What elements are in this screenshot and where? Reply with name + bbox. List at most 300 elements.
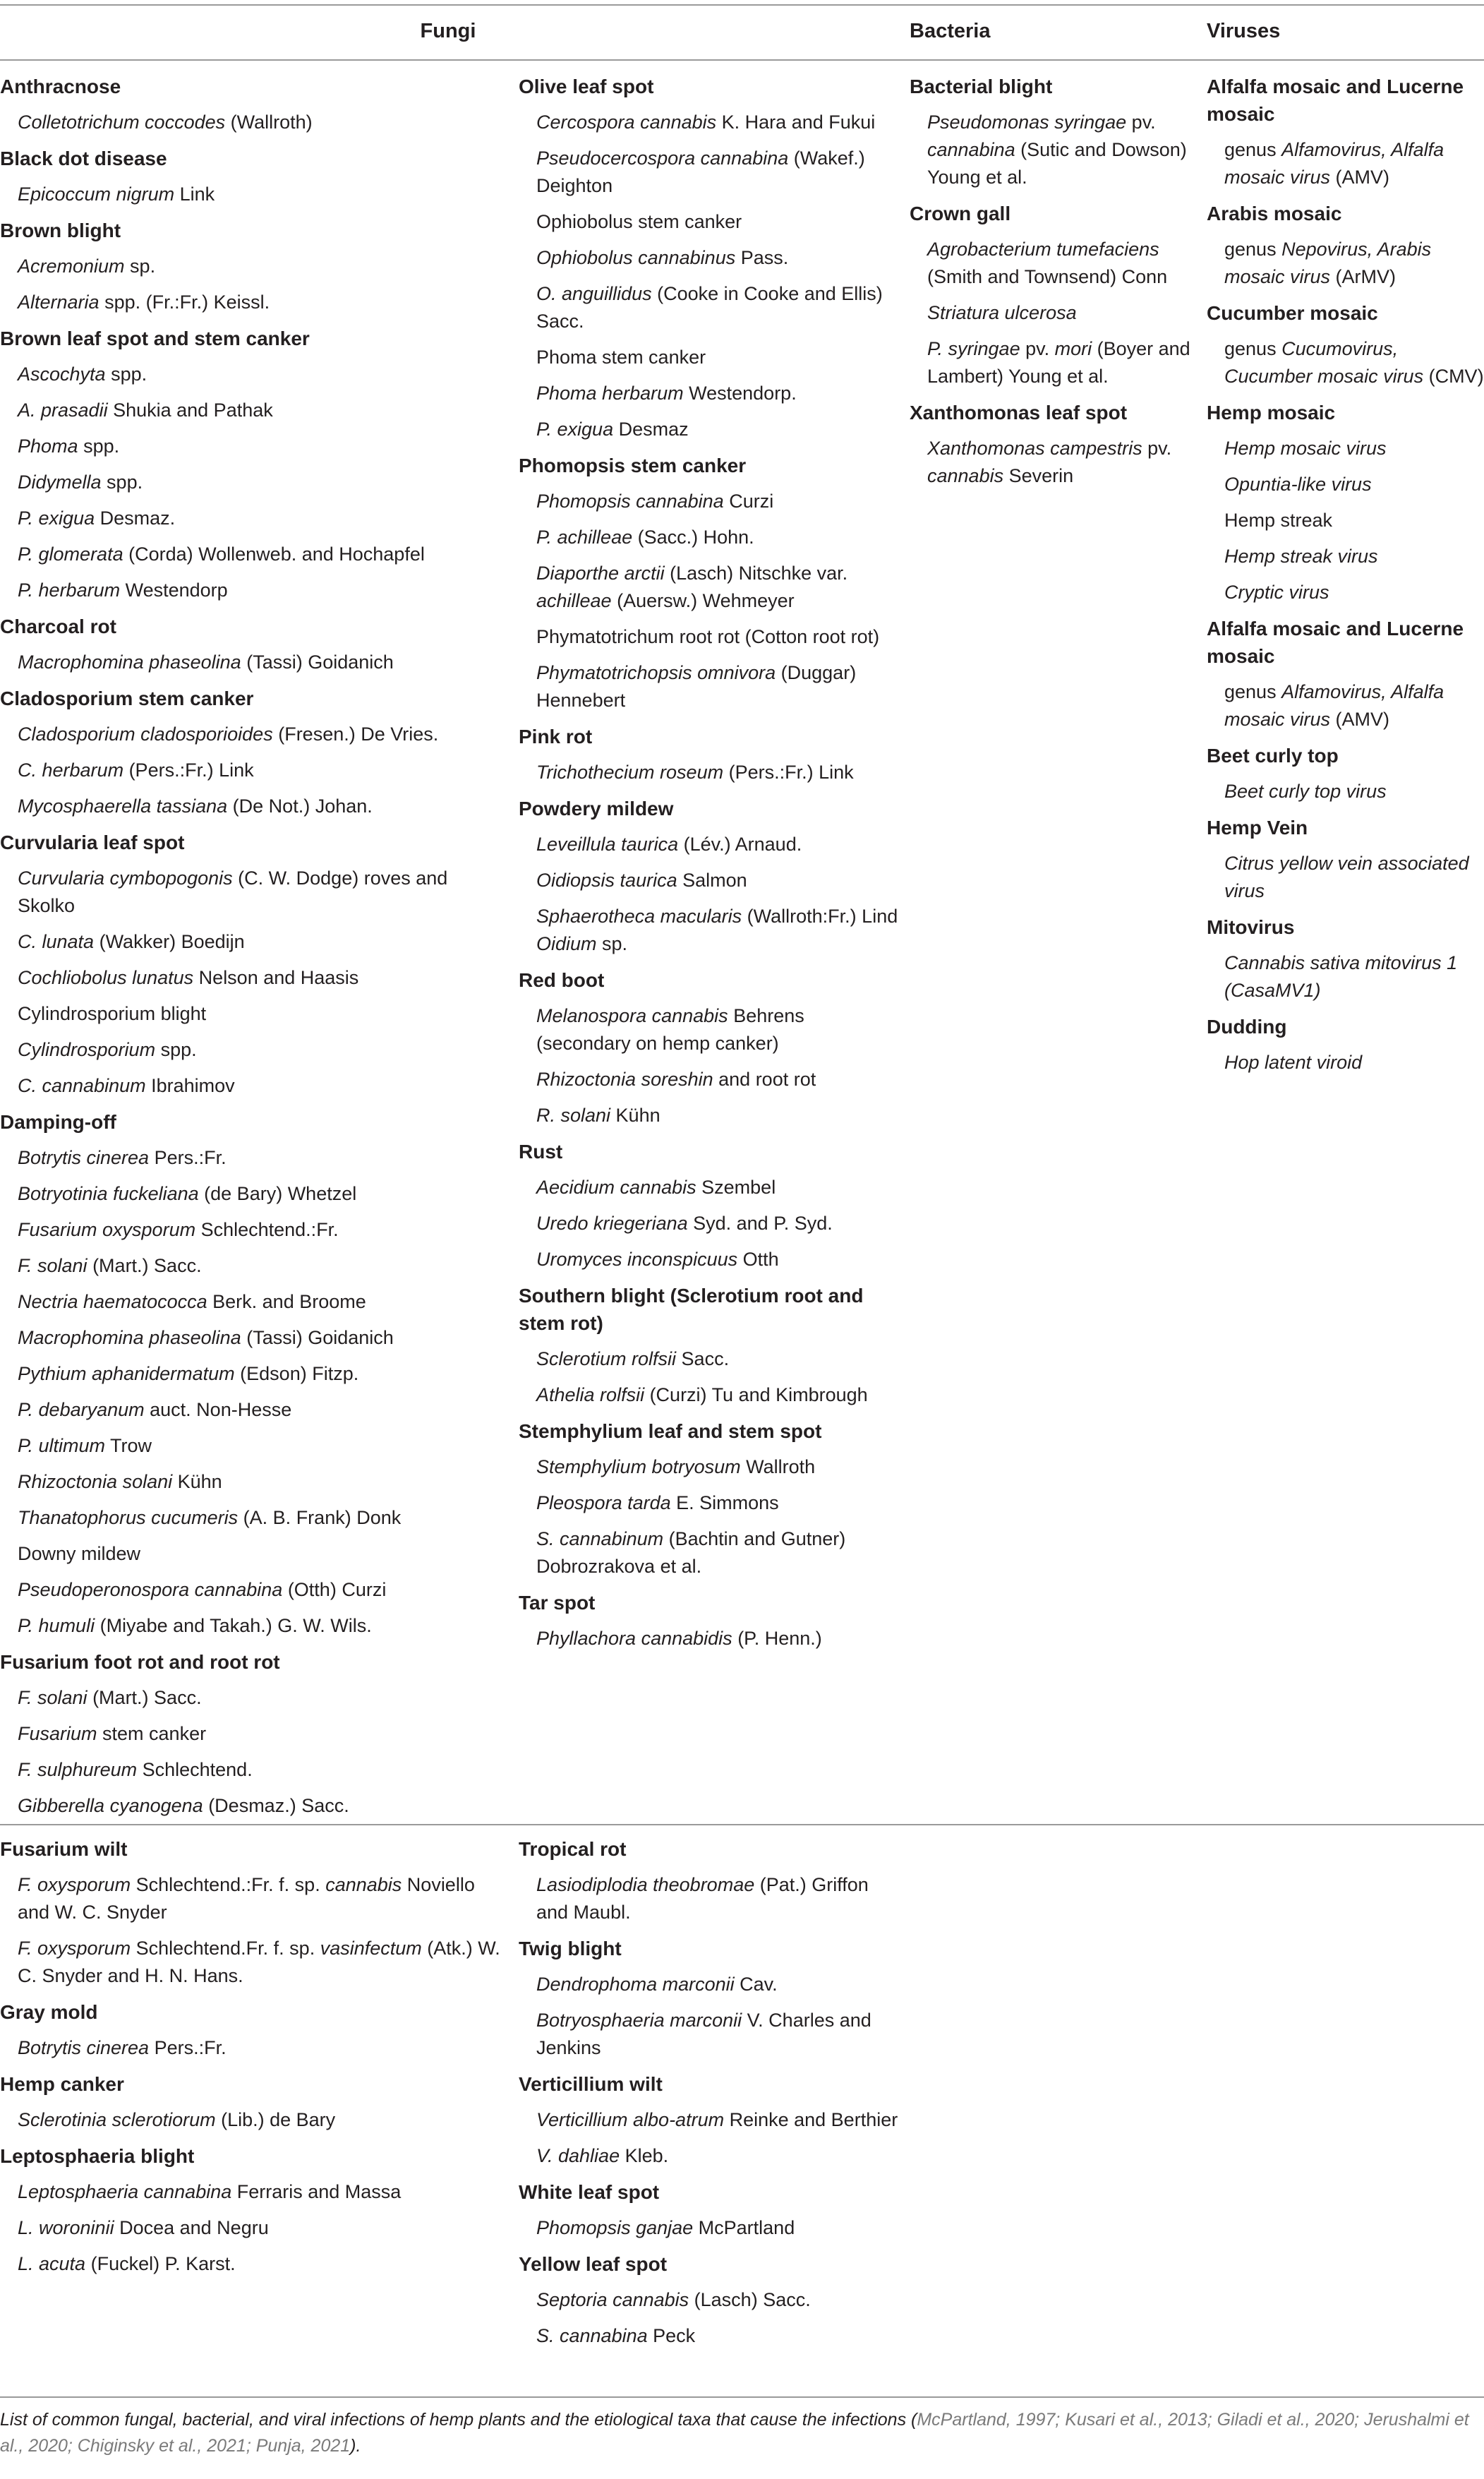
taxon-authority: Kühn bbox=[610, 1105, 660, 1126]
taxon-name: Pythium aphanidermatum bbox=[18, 1363, 235, 1384]
taxon-authority: genus bbox=[1224, 338, 1282, 359]
taxon-authority: (Pat.) Griffon and Maubl. bbox=[536, 1874, 869, 1923]
taxon-authority: spp. bbox=[155, 1039, 197, 1060]
taxon-authority: Berk. and Broome bbox=[207, 1291, 366, 1312]
taxon-name: P. exigua bbox=[536, 419, 614, 440]
pathogen-entry bbox=[536, 524, 903, 551]
taxon-authority: (Pers.:Fr.) Link bbox=[123, 760, 254, 781]
taxon-authority: pv. bbox=[1142, 438, 1172, 459]
pathogen-entry bbox=[536, 759, 903, 786]
taxon-authority: (Fresen.) De Vries. bbox=[272, 724, 439, 745]
taxon-authority: Westendorp bbox=[120, 580, 228, 601]
taxon-name: R. solani bbox=[536, 1105, 611, 1126]
taxon-name: P. achilleae bbox=[536, 527, 633, 548]
taxon-name: C. lunata bbox=[18, 931, 95, 952]
pathogen-entry bbox=[18, 721, 505, 748]
disease-name: Southern blight (Sclerotium root and stem rot) bbox=[519, 1285, 864, 1334]
taxon-authority: Severin bbox=[1003, 465, 1074, 486]
taxon-name: Alfamovirus, Alfalfa mosaic virus bbox=[1224, 139, 1444, 188]
pathogen-entry bbox=[536, 280, 903, 335]
disease-name: Brown blight bbox=[0, 220, 121, 241]
taxon-name: Pleospora tarda bbox=[536, 1492, 671, 1513]
disease-name: Leptosphaeria blight bbox=[0, 2145, 195, 2167]
taxon-name: Leptosphaeria cannabina bbox=[18, 2181, 232, 2202]
disease-name: Cladosporium stem canker bbox=[0, 688, 254, 709]
pathogen-entry bbox=[18, 928, 505, 956]
pathogen-entry bbox=[18, 757, 505, 784]
disease-name: Mitovirus bbox=[1207, 916, 1295, 938]
pathogen-entry bbox=[536, 488, 903, 515]
taxon-authority: (Miyabe and Takah.) G. W. Wils. bbox=[95, 1615, 372, 1636]
taxon-authority: Sacc. bbox=[676, 1348, 730, 1369]
pathogen-entry bbox=[18, 1036, 505, 1064]
pathogen-entry bbox=[18, 1360, 505, 1388]
taxon-authority: Noviello and W. C. Snyder bbox=[18, 1874, 475, 1923]
taxon-authority: (Bachtin and Gutner) Dobrozrakova et al. bbox=[536, 1528, 846, 1577]
taxon-name: Phymatotrichopsis omnivora bbox=[536, 662, 776, 683]
taxon-authority: (De Not.) Johan. bbox=[227, 796, 373, 817]
disease-name: Fusarium wilt bbox=[0, 1838, 128, 1860]
pathogen-entry bbox=[536, 1066, 903, 1093]
disease-name: Damping-off bbox=[0, 1111, 116, 1133]
taxon-authority: auct. Non-Hesse bbox=[144, 1399, 292, 1420]
pathogen-entry bbox=[536, 109, 903, 136]
taxon-authority: (A. B. Frank) Donk bbox=[238, 1507, 402, 1528]
taxon-name: Leveillula taurica bbox=[536, 834, 679, 855]
taxon-authority: (Lib.) de Bary bbox=[215, 2109, 336, 2130]
taxon-name: Uromyces inconspicuus bbox=[536, 1249, 738, 1270]
pathogen-entry bbox=[927, 435, 1195, 490]
taxon-name: Sphaerotheca macularis bbox=[536, 906, 742, 927]
taxon-authority: (Duggar) Hennebert bbox=[536, 662, 857, 711]
taxon-authority: genus bbox=[1224, 239, 1282, 260]
table-bottom-rule bbox=[0, 2396, 1484, 2398]
disease-name: Stemphylium leaf and stem spot bbox=[519, 1420, 822, 1442]
taxon-name: Alfamovirus, Alfalfa mosaic virus bbox=[1224, 681, 1444, 730]
taxon-authority: (Otth) Curzi bbox=[282, 1579, 387, 1600]
pathogen-entry bbox=[536, 1102, 903, 1129]
taxon-authority: pv. bbox=[1126, 112, 1156, 133]
fungi-column-2 bbox=[519, 73, 903, 1661]
taxon-name: Uredo kriegeriana bbox=[536, 1213, 688, 1234]
pathogen-entry bbox=[1224, 471, 1484, 498]
header-rule bbox=[0, 59, 1484, 61]
disease-name: Rust bbox=[519, 1141, 563, 1163]
disease-name: Charcoal rot bbox=[0, 616, 116, 637]
taxon-authority: K. Hara and Fukui bbox=[716, 112, 876, 133]
pathogen-entry bbox=[18, 253, 505, 280]
header-bacteria: Bacteria bbox=[910, 20, 991, 42]
fungi-column-1 bbox=[0, 73, 505, 1828]
taxon-name: Phoma bbox=[18, 436, 78, 457]
pathogen-entry bbox=[18, 1684, 505, 1712]
taxon-name: Verticillium albo-atrum bbox=[536, 2109, 725, 2130]
pathogen-entry bbox=[1224, 579, 1484, 606]
pathogen-entry bbox=[536, 1246, 903, 1273]
taxon-authority: (Pers.:Fr.) Link bbox=[723, 762, 854, 783]
pathogen-entry bbox=[1224, 949, 1484, 1004]
taxon-authority: (AMV) bbox=[1330, 709, 1390, 730]
pathogen-entry bbox=[536, 659, 903, 714]
pathogen-entry bbox=[1224, 1049, 1484, 1076]
pathogen-entry bbox=[536, 560, 903, 615]
disease-name: Tar spot bbox=[519, 1592, 596, 1614]
taxon-name: Macrophomina phaseolina bbox=[18, 1327, 241, 1348]
pathogen-entry bbox=[536, 1871, 903, 1926]
taxon-name: Nectria haematococca bbox=[18, 1291, 207, 1312]
pathogen-entry bbox=[18, 793, 505, 820]
disease-name: Twig blight bbox=[519, 1938, 622, 1959]
pathogen-entry bbox=[1224, 507, 1484, 534]
taxon-authority: Wallroth bbox=[740, 1456, 816, 1477]
taxon-name: Pseudocercospora cannabina bbox=[536, 148, 789, 169]
taxon-authority: Phoma stem canker bbox=[536, 347, 706, 368]
pathogen-entry bbox=[536, 380, 903, 407]
taxon-authority: Behrens (secondary on hemp canker) bbox=[536, 1005, 804, 1054]
taxon-name: P. humuli bbox=[18, 1615, 95, 1636]
pathogen-entry bbox=[18, 1144, 505, 1172]
disease-name: Crown gall bbox=[910, 203, 1011, 224]
taxon-authority: (AMV) bbox=[1330, 167, 1390, 188]
taxon-authority: (Cooke in Cooke and Ellis) Sacc. bbox=[536, 283, 883, 332]
taxon-name: Alternaria bbox=[18, 292, 99, 313]
pathogen-entry bbox=[536, 867, 903, 894]
taxon-authority: (Lasch) Nitschke var. bbox=[664, 563, 848, 584]
pathogen-entry bbox=[18, 469, 505, 496]
taxon-authority: Shukia and Pathak bbox=[107, 400, 273, 421]
disease-name: Olive leaf spot bbox=[519, 76, 654, 97]
taxon-name: Agrobacterium tumefaciens bbox=[927, 239, 1159, 260]
taxon-name: Trichothecium roseum bbox=[536, 762, 724, 783]
taxon-authority: Pers.:Fr. bbox=[149, 2037, 227, 2058]
taxon-name: Cladosporium cladosporioides bbox=[18, 724, 273, 745]
pathogen-entry bbox=[927, 109, 1195, 191]
fungi-lower-column-1 bbox=[0, 1835, 505, 2286]
taxon-name: Beet curly top virus bbox=[1224, 781, 1387, 802]
taxon-authority: (ArMV) bbox=[1330, 266, 1396, 287]
taxon-authority: (Lév.) Arnaud. bbox=[678, 834, 802, 855]
pathogen-entry bbox=[18, 1000, 505, 1028]
taxon-name: Cercospora cannabis bbox=[536, 112, 717, 133]
pathogen-entry bbox=[1224, 136, 1484, 191]
viruses-column bbox=[1207, 73, 1484, 1085]
taxon-name: Striatura ulcerosa bbox=[927, 302, 1077, 323]
pathogen-entry bbox=[18, 1720, 505, 1748]
taxon-name: Opuntia-like virus bbox=[1224, 474, 1372, 495]
pathogen-entry bbox=[536, 2322, 903, 2350]
pathogen-entry bbox=[18, 1432, 505, 1460]
taxon-name: cannabina bbox=[927, 139, 1015, 160]
taxon-authority: (Mart.) Sacc. bbox=[87, 1687, 202, 1708]
taxon-name: cannabis bbox=[325, 1874, 402, 1895]
table-top-rule bbox=[0, 4, 1484, 6]
taxon-name: Pseudomonas syringae bbox=[927, 112, 1127, 133]
taxon-authority: Schlechtend. bbox=[137, 1759, 253, 1780]
pathogen-entry bbox=[927, 236, 1195, 291]
pathogen-entry bbox=[18, 2214, 505, 2242]
taxon-name: A. prasadii bbox=[18, 400, 108, 421]
disease-name: Fusarium foot rot and root rot bbox=[0, 1651, 280, 1673]
pathogen-entry bbox=[536, 831, 903, 858]
disease-name: Arabis mosaic bbox=[1207, 203, 1342, 224]
pathogen-entry bbox=[18, 1180, 505, 1208]
disease-name: Hemp Vein bbox=[1207, 817, 1308, 839]
taxon-authority: Kühn bbox=[172, 1471, 222, 1492]
disease-name: Beet curly top bbox=[1207, 745, 1339, 767]
table-caption bbox=[0, 2407, 1475, 2459]
taxon-name: Cryptic virus bbox=[1224, 582, 1329, 603]
taxon-name: Aecidium cannabis bbox=[536, 1177, 696, 1198]
pathogen-entry bbox=[536, 2214, 903, 2242]
disease-name: Alfalfa mosaic and Lucerne mosaic bbox=[1207, 618, 1464, 667]
disease-name: Black dot disease bbox=[0, 148, 167, 169]
pathogen-entry bbox=[18, 964, 505, 992]
pathogen-entry bbox=[536, 416, 903, 443]
taxon-authority: spp. bbox=[101, 472, 143, 493]
pathogen-entry bbox=[536, 1489, 903, 1517]
taxon-name: Oidiopsis taurica bbox=[536, 870, 677, 891]
pathogen-entry bbox=[18, 541, 505, 568]
taxon-authority: Nelson and Haasis bbox=[193, 967, 359, 988]
taxon-name: Septoria cannabis bbox=[536, 2289, 689, 2310]
taxon-name: Hop latent viroid bbox=[1224, 1052, 1363, 1073]
taxon-authority: (Corda) Wollenweb. and Hochapfel bbox=[123, 544, 425, 565]
taxon-authority: Pass. bbox=[735, 247, 789, 268]
taxon-name: Xanthomonas campestris bbox=[927, 438, 1142, 459]
taxon-name: Botrytis cinerea bbox=[18, 2037, 150, 2058]
pathogen-entry bbox=[18, 1612, 505, 1640]
taxon-authority: spp. (Fr.:Fr.) Keissl. bbox=[99, 292, 270, 313]
taxon-authority: Peck bbox=[647, 2325, 696, 2346]
taxon-name: Ophiobolus cannabinus bbox=[536, 247, 736, 268]
pathogen-entry bbox=[1224, 543, 1484, 570]
taxon-authority: Kleb. bbox=[620, 2145, 669, 2166]
taxon-authority: genus bbox=[1224, 139, 1282, 160]
taxon-authority: Link bbox=[174, 184, 215, 205]
taxon-authority: (Lasch) Sacc. bbox=[689, 2289, 811, 2310]
pathogen-entry bbox=[18, 361, 505, 388]
pathogen-entry bbox=[536, 623, 903, 651]
pathogen-entry bbox=[536, 1625, 903, 1652]
pathogen-entry bbox=[536, 244, 903, 272]
pathogen-entry bbox=[18, 2178, 505, 2206]
taxon-authority: (Desmaz.) Sacc. bbox=[203, 1795, 349, 1816]
disease-name: Cucumber mosaic bbox=[1207, 302, 1378, 324]
taxon-authority: (Curzi) Tu and Kimbrough bbox=[644, 1384, 868, 1405]
pathogen-entry bbox=[18, 2250, 505, 2278]
pathogen-entry bbox=[536, 1174, 903, 1201]
taxon-name: Thanatophorus cucumeris bbox=[18, 1507, 239, 1528]
taxon-authority: V. Charles and Jenkins bbox=[536, 2010, 871, 2058]
taxon-name: Stemphylium botryosum bbox=[536, 1456, 741, 1477]
pathogen-entry bbox=[18, 649, 505, 676]
pathogen-entry bbox=[536, 1525, 903, 1580]
pathogen-entry bbox=[536, 1971, 903, 1998]
taxon-name: Dendrophoma marconii bbox=[536, 1974, 735, 1995]
taxon-name: Cucumovirus, Cucumber mosaic virus bbox=[1224, 338, 1424, 387]
taxon-authority: Docea and Negru bbox=[114, 2217, 269, 2238]
taxon-authority: (Sutic and Dowson) Young et al. bbox=[927, 139, 1187, 188]
taxon-authority: (Wallroth:Fr.) Lind bbox=[742, 906, 898, 927]
taxon-authority: Ferraris and Massa bbox=[231, 2181, 402, 2202]
pathogen-entry bbox=[18, 577, 505, 604]
taxon-name: Ascochyta bbox=[18, 364, 106, 385]
pathogen-entry bbox=[1224, 435, 1484, 462]
caption-text: List of common fungal, bacterial, and viral infections of hemp plants and the etiological taxa that cause the infections ( bbox=[0, 2410, 917, 2430]
taxon-name: achilleae bbox=[536, 590, 612, 611]
taxon-name: Sclerotinia sclerotiorum bbox=[18, 2109, 216, 2130]
pathogen-entry bbox=[536, 1345, 903, 1373]
pathogen-entry bbox=[18, 1792, 505, 1820]
disease-name: Bacterial blight bbox=[910, 76, 1053, 97]
pathogen-entry bbox=[536, 145, 903, 200]
disease-name: Gray mold bbox=[0, 2001, 98, 2023]
pathogen-entry bbox=[18, 1540, 505, 1568]
taxon-authority: sp. bbox=[124, 256, 156, 277]
taxon-name: Mycosphaerella tassiana bbox=[18, 796, 228, 817]
disease-name: Hemp canker bbox=[0, 2073, 124, 2095]
taxon-name: Hemp mosaic virus bbox=[1224, 438, 1387, 459]
taxon-authority: stem canker bbox=[97, 1723, 207, 1744]
taxon-name: Pseudoperonospora cannabina bbox=[18, 1579, 283, 1600]
taxon-name: P. syringae bbox=[927, 338, 1020, 359]
disease-name: Powdery mildew bbox=[519, 798, 674, 820]
pathogen-entry bbox=[927, 335, 1195, 390]
taxon-name: F. solani bbox=[18, 1687, 88, 1708]
disease-name: Anthracnose bbox=[0, 76, 121, 97]
taxon-authority: Ophiobolus stem canker bbox=[536, 211, 742, 232]
taxon-authority: Otth bbox=[737, 1249, 779, 1270]
taxon-name: O. anguillidus bbox=[536, 283, 652, 304]
taxon-authority: (Wallroth) bbox=[225, 112, 313, 133]
pathogen-entry bbox=[536, 208, 903, 236]
taxon-name: Phoma herbarum bbox=[536, 383, 684, 404]
taxon-name: Gibberella cyanogena bbox=[18, 1795, 203, 1816]
pathogen-entry bbox=[1224, 678, 1484, 733]
pathogen-entry bbox=[1224, 778, 1484, 805]
taxon-name: P. debaryanum bbox=[18, 1399, 145, 1420]
taxon-authority: Schlechtend.:Fr. bbox=[195, 1219, 339, 1240]
taxon-authority: Salmon bbox=[677, 870, 747, 891]
taxon-authority: pv. bbox=[1020, 338, 1055, 359]
fungi-lower-column-2 bbox=[519, 1835, 903, 2358]
disease-name: Pink rot bbox=[519, 726, 593, 748]
pathogen-entry bbox=[18, 505, 505, 532]
taxon-authority: (Wakker) Boedijn bbox=[94, 931, 245, 952]
pathogen-entry bbox=[536, 2142, 903, 2170]
pathogen-entry bbox=[18, 2034, 505, 2062]
taxon-name: Cannabis sativa mitovirus 1 (CasaMV1) bbox=[1224, 952, 1458, 1001]
disease-name: Xanthomonas leaf spot bbox=[910, 402, 1128, 424]
taxon-authority: E. Simmons bbox=[670, 1492, 779, 1513]
taxon-authority: (Smith and Townsend) Conn bbox=[927, 266, 1168, 287]
section-rule bbox=[0, 1824, 1484, 1825]
taxon-name: Fusarium oxysporum bbox=[18, 1219, 196, 1240]
taxon-name: P. ultimum bbox=[18, 1435, 106, 1456]
taxon-authority: (Fuckel) P. Karst. bbox=[85, 2253, 236, 2274]
disease-name: Phomopsis stem canker bbox=[519, 455, 747, 476]
taxon-authority: Cav. bbox=[734, 1974, 778, 1995]
taxon-authority: (Boyer and Lambert) Young et al. bbox=[927, 338, 1190, 387]
taxon-name: Lasiodiplodia theobromae bbox=[536, 1874, 755, 1895]
taxon-authority: Desmaz bbox=[613, 419, 689, 440]
disease-name: Verticillium wilt bbox=[519, 2073, 663, 2095]
taxon-authority: Cylindrosporium blight bbox=[18, 1003, 207, 1024]
taxon-name: Botryotinia fuckeliana bbox=[18, 1183, 199, 1204]
pathogen-entry bbox=[536, 2106, 903, 2134]
taxon-name: S. cannabinum bbox=[536, 1528, 664, 1549]
taxon-authority: (Edson) Fitzp. bbox=[234, 1363, 359, 1384]
taxon-name: Hemp streak virus bbox=[1224, 546, 1378, 567]
pathogen-entry bbox=[18, 1871, 505, 1926]
taxon-name: P. exigua bbox=[18, 508, 95, 529]
taxon-name: cannabis bbox=[927, 465, 1004, 486]
pathogen-entry bbox=[18, 433, 505, 460]
taxon-name: F. solani bbox=[18, 1255, 88, 1276]
pathogen-entry bbox=[18, 181, 505, 208]
pathogen-entry bbox=[18, 289, 505, 316]
taxon-authority: Schlechtend.Fr. f. sp. bbox=[131, 1938, 320, 1959]
taxon-name: Athelia rolfsii bbox=[536, 1384, 645, 1405]
taxon-name: Nepovirus, Arabis mosaic virus bbox=[1224, 239, 1432, 287]
caption-end: ). bbox=[350, 2436, 361, 2456]
taxon-name: Cochliobolus lunatus bbox=[18, 967, 194, 988]
header-fungi: Fungi bbox=[420, 20, 476, 42]
taxon-name: F. oxysporum bbox=[18, 1938, 131, 1959]
taxon-authority: Curzi bbox=[723, 491, 774, 512]
disease-name: Hemp mosaic bbox=[1207, 402, 1336, 424]
taxon-authority: (CMV) bbox=[1423, 366, 1484, 387]
taxon-name: vasinfectum bbox=[320, 1938, 422, 1959]
taxon-authority: spp. bbox=[105, 364, 147, 385]
taxon-authority: (P. Henn.) bbox=[732, 1628, 822, 1649]
pathogen-entry bbox=[18, 2106, 505, 2134]
disease-name: Brown leaf spot and stem canker bbox=[0, 328, 310, 349]
taxon-authority: (C. W. Dodge) roves and Skolko bbox=[18, 868, 448, 916]
pathogen-entry bbox=[536, 903, 903, 958]
taxon-authority: Ibrahimov bbox=[145, 1075, 235, 1096]
pathogen-entry bbox=[18, 1576, 505, 1604]
pathogen-entry bbox=[18, 1756, 505, 1784]
pathogen-entry bbox=[18, 1072, 505, 1100]
taxon-name: P. glomerata bbox=[18, 544, 123, 565]
taxon-name: Phyllachora cannabidis bbox=[536, 1628, 732, 1649]
taxon-name: Diaporthe arctii bbox=[536, 563, 665, 584]
taxon-name: mori bbox=[1054, 338, 1092, 359]
taxon-name: L. woroninii bbox=[18, 2217, 114, 2238]
taxon-authority: sp. bbox=[596, 933, 628, 954]
disease-name: Yellow leaf spot bbox=[519, 2253, 668, 2275]
taxon-authority: Syd. and P. Syd. bbox=[687, 1213, 833, 1234]
taxon-authority: (Atk.) W. C. Snyder and H. N. Hans. bbox=[18, 1938, 500, 1986]
taxon-name: Phomopsis cannabina bbox=[536, 491, 724, 512]
pathogen-entry bbox=[18, 1324, 505, 1352]
caption-citations: McPartland, 1997; Kusari et al., 2013; Giladi et al., 2020; Jerushalmi et al., 2020; Chiginsky et al., 2021; Punja, 2021 bbox=[0, 2410, 1469, 2456]
disease-name: Dudding bbox=[1207, 1016, 1287, 1038]
taxon-authority: genus bbox=[1224, 681, 1282, 702]
pathogen-entry bbox=[18, 397, 505, 424]
taxon-name: Botrytis cinerea bbox=[18, 1147, 150, 1168]
pathogen-entry bbox=[18, 1288, 505, 1316]
taxon-authority: (de Bary) Whetzel bbox=[198, 1183, 357, 1204]
pathogen-entry bbox=[927, 299, 1195, 327]
pathogen-entry bbox=[18, 1468, 505, 1496]
pathogen-entry bbox=[18, 1216, 505, 1244]
bacteria-column bbox=[910, 73, 1195, 498]
taxon-authority: Trow bbox=[105, 1435, 152, 1456]
taxon-authority: spp. bbox=[78, 436, 120, 457]
pathogen-entry bbox=[1224, 236, 1484, 291]
